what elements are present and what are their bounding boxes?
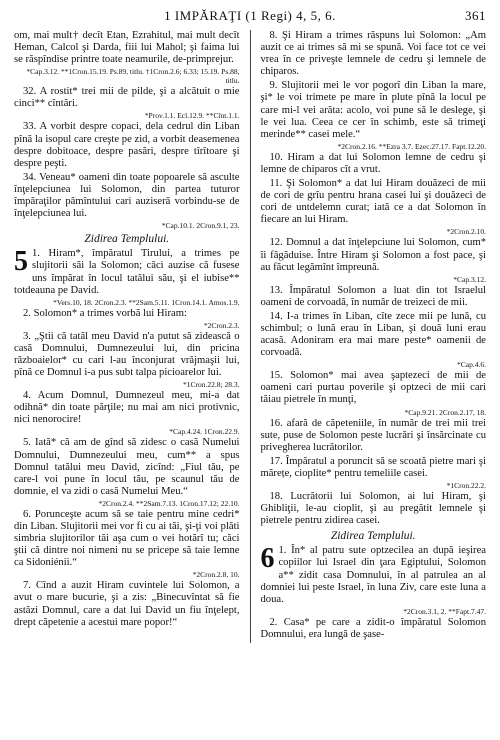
verse: 1. În* al patru sute optzecilea an după ieşirea copiilor lui Israel din ţara Egiptului, Solomon a** zidit casa Domnului, în al patrulea an al domniei lui peste Israel, în luna Ziv, care este luna a doua.: [260, 545, 486, 605]
cross-reference: *Cap.10.1. 2Cron.9.1, 23.: [161, 221, 240, 231]
verse: 15. Solomon* mai avea şaptezeci de mii de oameni cari purtau poverile şi optzeci de mii cari tăiau pietrele în munţi,: [260, 370, 486, 406]
verse: 9. Slujitorii mei le vor pogorî din Liban la mare, şi* le voi trimete pe mare în plute pînă la locul pe care mi-l vei arăta: acolo, voi pune să le deslege, şi le vei lua. Ceea ce cer în schimb, este să trimeţi merinde** casei mele.“: [260, 80, 486, 140]
verse: 18. Lucrătorii lui Solomon, ai lui Hiram, şi Ghibliţii, le-au cioplit, şi au pregătit lemnele şi pietrele pentru zidirea casei.: [260, 491, 486, 527]
cross-reference: *Cap.4.24. 1Cron.22.9.: [169, 427, 240, 437]
chapter-number: 6: [260, 543, 275, 575]
cross-reference: *2Cron.2.4. **2Sam.7.13. 1Cron.17.12; 22.10.: [98, 498, 240, 508]
verse: 33. A vorbit despre copaci, dela cedrul din Liban pînă la isopul care creşte pe zid, a vorbit deasemenea despre dobitoace, despre pasări, despre tîrîtoare şi despre peşti.: [14, 121, 240, 169]
cross-reference: *Cap.4.6.: [457, 360, 486, 370]
cross-reference: *1Cron.22.8; 28.3.: [183, 380, 240, 390]
verse: 7. Cînd a auzit Hiram cuvintele lui Solomon, a avut o mare bucurie, şi a zis: „Binecuvîntat să fie astăzi Domnul, care a dat lui David un fiu înţelept, drept căpetenie a acestui mare popor!“: [14, 580, 240, 628]
right-column: [260, 30, 486, 643]
cross-reference: *2Cron.2.8, 10.: [192, 570, 240, 580]
cross-reference: *2Cron.2.16. **Ezra 3.7. Ezec.27.17. Fapt.12.20.: [337, 141, 486, 151]
page-header: [14, 8, 486, 26]
verse: 14. I-a trimes în Liban, cîte zece mii pe lună, cu schimbul; o lună erau în Liban, şi două luni erau acasă. Adoniram era mai mare peste* oamenii de corvoadă.: [260, 310, 486, 359]
cross-reference: *2Cron.2.10.: [446, 227, 486, 237]
column-divider: [250, 30, 251, 643]
verse: om, mai mult† decît Etan, Ezrahitul, mai mult decît Heman, Calcol şi Darda, fiii lui Mahol; şi faima lui se răspîndise printre toate neamurile, de-primprejur.: [14, 30, 240, 66]
verse: 2. Solomon* a trimes vorbă lui Hiram:: [23, 307, 187, 319]
verse: 34. Veneau* oameni din toate popoarele să asculte înţelepciunea lui Solomon, din partea tuturor împăraţilor pămîntului cari auziseră vorbindu-se de înţelepciunea lui.: [14, 171, 240, 220]
cross-reference: *2Cron.3.1, 2. **Fapt.7.47.: [403, 606, 486, 616]
verse: 10. Hiram a dat lui Solomon lemne de cedru şi lemne de chiparos cît a vrut.: [260, 151, 486, 175]
running-title: 1 IMPĂRAŢI (1 Regi) 4, 5, 6.: [164, 8, 336, 23]
verse: 13. Împăratul Solomon a luat din tot Israelul oameni de corvoadă, în număr de treizeci de mii.: [260, 284, 486, 308]
section-heading: Zidirea Templului.: [84, 233, 170, 246]
cross-reference: *1Cron.22.2.: [446, 481, 486, 490]
verse: 1. Hiram*, împăratul Tirului, a trimes pe slujitorii săi la Solomon; căci auzise că fusese uns împărat în locul tatălui său, şi el iubise** totdeauna pe David.: [14, 248, 240, 296]
cross-reference: *Vers.10, 18. 2Cron.2.3. **2Sam.5.11. 1Cron.14.1. Amos.1.9.: [53, 297, 240, 307]
verse: 8. Şi Hiram a trimes răspuns lui Solomon: „Am auzit ce ai trimes să mi se spună. Voi face tot ce vei vrea în ce priveşte lemnele de cedru şi lemnele de chiparos.: [260, 30, 486, 78]
left-column: [14, 30, 240, 643]
verse: 5. Iată* că am de gînd să zidesc o casă Numelui Domnului, Dumnezeului meu, cum** a spus Domnul tatălui meu David, zicînd: „Fiul tău, pe care-l voi pune în locul tău, pe scaunul tău de domnie, el va zidi o casă Numelui Meu.“: [14, 437, 240, 497]
verse: 32. A rostit* trei mii de pilde, şi a alcătuit o mie cinci** cîntări.: [14, 86, 240, 110]
verse: 4. Acum Domnul, Dumnezeul meu, mi-a dat odihnă* din toate părţile; nu mai am nici protivnic, nici nenorocire!: [14, 390, 240, 426]
cross-reference: *Cap.9.21. 2Cron.2.17, 18.: [404, 407, 486, 417]
verse: 2. Casa* pe care a zidit-o împăratul Solomon Domnului, era lungă de şase-: [260, 616, 486, 640]
chapter-number: 5: [14, 246, 28, 278]
page-number: 361: [465, 8, 486, 23]
verse: 16. afară de căpeteniile, în număr de trei mii trei sute, puse de Solomon peste lucrări şi însărcinate cu privegherea lucrătorilor.: [260, 417, 486, 453]
verse: 6. Porunceşte acum să se taie pentru mine cedri* din Liban. Slujitorii mei vor fi cu ai tăi, şi-ţi voi plăti simbria slujitorilor tăi aşa cum o vei hotărî tu; căci ştii că dintre noi nimeni nu se pricepe să taie lemne ca Sidoniénii.“: [14, 508, 240, 569]
verse: 11. Şi Solomon* a dat lui Hiram douăzeci de mii de cori de grîu pentru hrana casei lui şi douăzeci de cori de untdelemn curat; iată ce a dat Solomon în fiecare an lui Hiram.: [260, 178, 486, 226]
cross-reference: *Cap.3.12. **1Cron.15.19. Ps.89, titlu. †1Cron.2.6; 6.33; 15.19. Ps.88, titlu.: [26, 67, 240, 86]
cross-reference: *Cap.3.12.: [453, 274, 486, 284]
text-columns: [14, 30, 486, 643]
verse: 12. Domnul a dat înţelepciune lui Solomon, cum* îi făgăduise. Între Hiram şi Solomon a fost pace, şi au făcut legămînt împreună.: [260, 237, 486, 273]
cross-reference: *Prov.1.1. Ecl.12.9. **Cînt.1.1.: [144, 111, 240, 121]
cross-reference: *2Cron.2.3.: [203, 320, 240, 330]
verse: 3. „Ştii că tatăl meu David n'a putut să zidească o casă Domnului, Dumnezeului lui, din pricina războaielor* cu cari l-au înconjurat vrăjmaşii lui, pînă ce Domnul i-a pus subt talpa picioarelor lui.: [14, 330, 240, 379]
verse: 17. Împăratul a poruncit să se scoată pietre mari şi mărețe, cioplite* pentru temeliile casei.: [260, 455, 486, 479]
section-heading: Zidirea Templului.: [330, 530, 416, 543]
